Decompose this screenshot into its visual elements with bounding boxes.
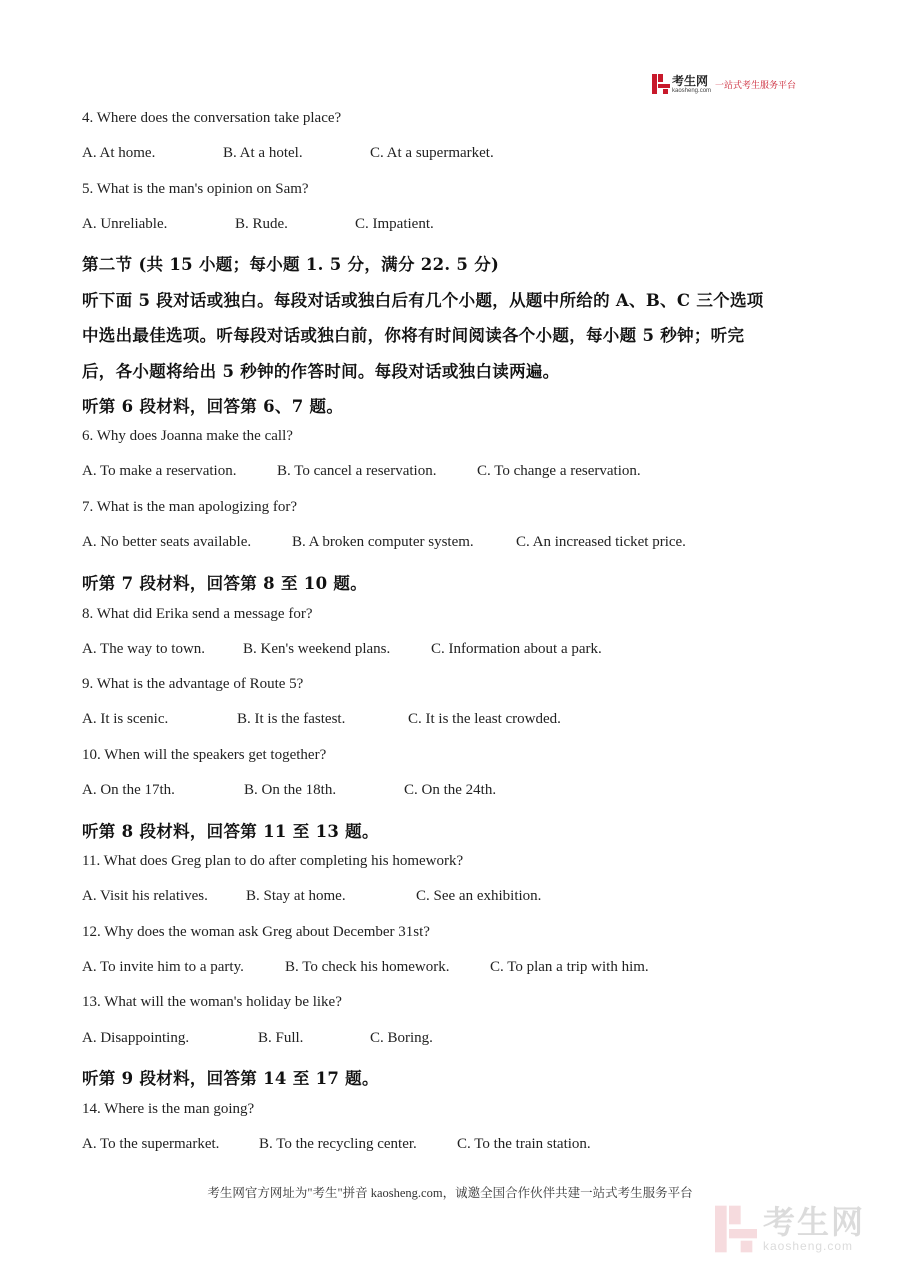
answer-option: B. At a hotel. xyxy=(223,145,303,161)
section-heading: 听下面 5 段对话或独白。每段对话或独白后有几个小题，从题中所给的 A、B、C 三个选项 xyxy=(82,291,764,310)
kaosheng-logo-icon xyxy=(652,74,670,94)
watermark-text: 考生网 xyxy=(763,1203,866,1241)
answer-option: C. At a supermarket. xyxy=(370,145,494,161)
watermark-logo-icon xyxy=(715,1205,757,1253)
answer-option: C. An increased ticket price. xyxy=(516,534,686,550)
question-text: 6. Why does Joanna make the call? xyxy=(82,428,293,444)
answer-option: B. On the 18th. xyxy=(244,782,337,798)
answer-option: A. At home. xyxy=(82,145,156,161)
section-heading: 后，各小题将给出 5 秒钟的作答时间。每段对话或独白读两遍。 xyxy=(82,362,560,381)
question-text: 13. What will the woman's holiday be like? xyxy=(82,994,342,1010)
answer-option: A. No better seats available. xyxy=(82,534,252,550)
section-heading: 听第 8 段材料，回答第 11 至 13 题。 xyxy=(82,822,379,841)
answer-option: B. Rude. xyxy=(235,216,288,232)
question-text: 12. Why does the woman ask Greg about December 31st? xyxy=(82,924,430,940)
answer-option: C. To change a reservation. xyxy=(477,463,641,479)
answer-option: A. To the supermarket. xyxy=(82,1136,220,1152)
answer-option: C. To the train station. xyxy=(457,1136,591,1152)
section-heading: 听第 6 段材料，回答第 6、7 题。 xyxy=(82,397,344,416)
answer-option: B. Ken's weekend plans. xyxy=(243,641,391,657)
question-text: 7. What is the man apologizing for? xyxy=(82,499,298,515)
answer-option: C. To plan a trip with him. xyxy=(490,959,649,975)
answer-option: A. To invite him to a party. xyxy=(82,959,244,975)
logo-domain: kaosheng.com xyxy=(672,87,712,94)
answer-option: A. Unreliable. xyxy=(82,216,168,232)
answer-option: A. To make a reservation. xyxy=(82,463,237,479)
answer-option: B. Stay at home. xyxy=(246,888,346,904)
answer-option: B. It is the fastest. xyxy=(237,711,346,727)
question-text: 10. When will the speakers get together? xyxy=(82,747,327,763)
answer-option: C. Information about a park. xyxy=(431,641,602,657)
answer-option: B. To check his homework. xyxy=(285,959,450,975)
answer-option: C. Impatient. xyxy=(355,216,434,232)
answer-option: C. Boring. xyxy=(370,1030,433,1046)
section-heading: 中选出最佳选项。听每段对话或独白前，你将有时间阅读各个小题，每小题 5 秒钟；听完 xyxy=(82,326,745,345)
question-text: 11. What does Greg plan to do after completing his homework? xyxy=(82,853,464,869)
header-logo xyxy=(652,72,796,96)
answer-option: A. The way to town. xyxy=(82,641,206,657)
answer-option: C. It is the least crowded. xyxy=(408,711,561,727)
question-text: 8. What did Erika send a message for? xyxy=(82,606,313,622)
section-heading: 听第 7 段材料，回答第 8 至 10 题。 xyxy=(82,574,367,593)
header-slogan: 一站式考生服务平台 xyxy=(715,80,797,91)
watermark-domain: kaosheng.com xyxy=(763,1239,854,1253)
question-text: 14. Where is the man going? xyxy=(82,1101,255,1117)
section-heading: 听第 9 段材料，回答第 14 至 17 题。 xyxy=(82,1069,379,1088)
answer-option: C. See an exhibition. xyxy=(416,888,542,904)
watermark xyxy=(715,1205,865,1253)
answer-option: A. Visit his relatives. xyxy=(82,888,208,904)
logo-text: 考生网 xyxy=(672,73,709,88)
answer-option: B. To the recycling center. xyxy=(259,1136,417,1152)
answer-option: B. A broken computer system. xyxy=(292,534,474,550)
answer-option: C. On the 24th. xyxy=(404,782,497,798)
answer-option: A. Disappointing. xyxy=(82,1030,190,1046)
answer-option: A. It is scenic. xyxy=(82,711,169,727)
page-footer: 考生网官方网址为"考生"拼音 kaosheng.com，诚邀全国合作伙伴共建一站式考生服务平台 xyxy=(207,1186,693,1200)
question-text: 9. What is the advantage of Route 5? xyxy=(82,676,304,692)
section-heading: 第二节 (共 15 小题；每小题 1. 5 分，满分 22. 5 分) xyxy=(82,255,500,274)
question-text: 5. What is the man's opinion on Sam? xyxy=(82,181,309,197)
answer-option: A. On the 17th. xyxy=(82,782,175,798)
answer-option: B. Full. xyxy=(258,1030,304,1046)
answer-option: B. To cancel a reservation. xyxy=(277,463,437,479)
question-text: 4. Where does the conversation take place? xyxy=(82,110,342,126)
